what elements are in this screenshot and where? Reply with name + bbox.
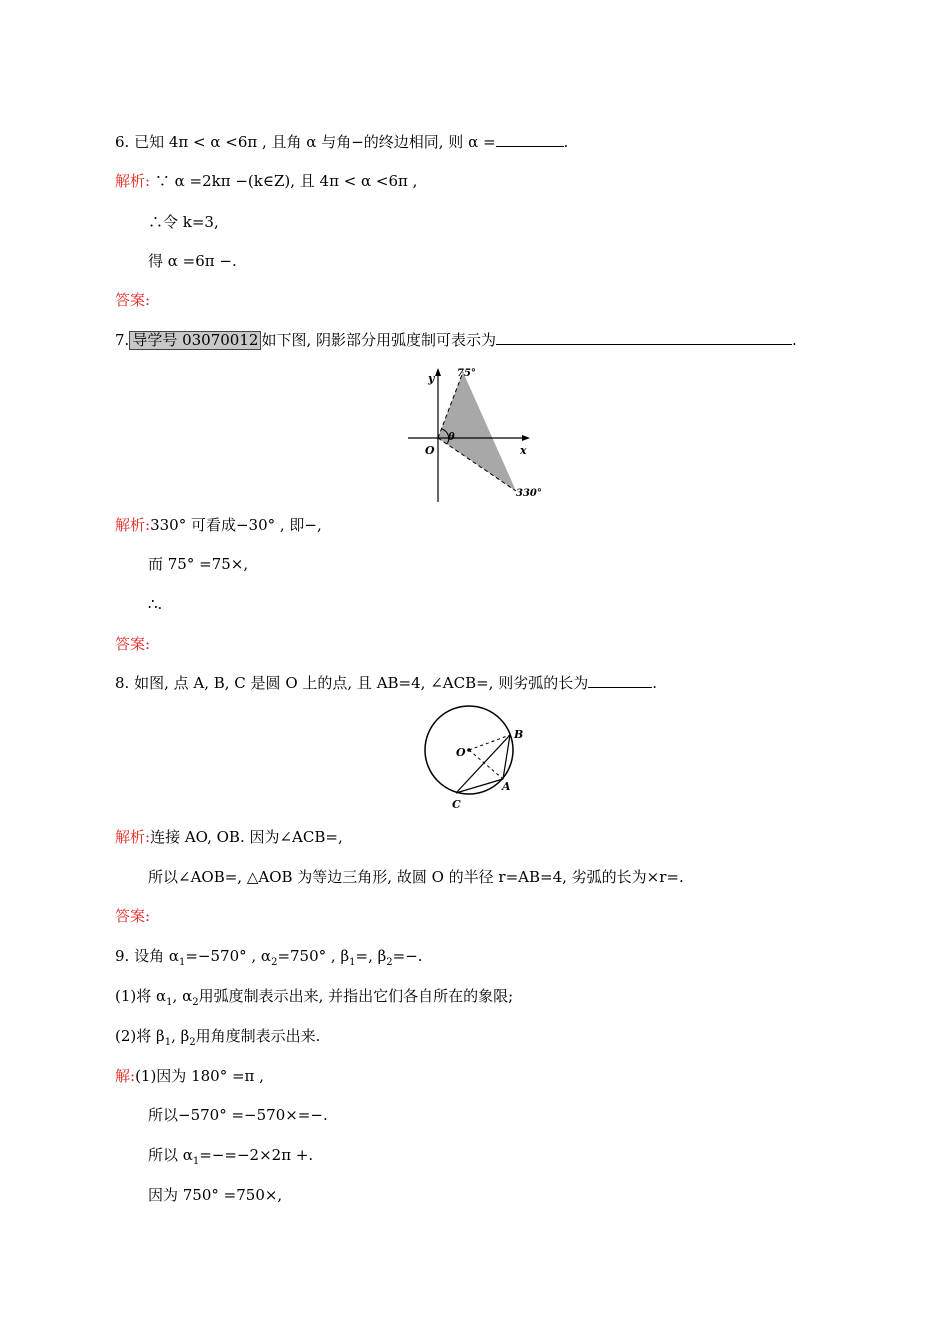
q9-stem-b: =−570° , α (185, 947, 272, 965)
q9-solution-line-1 (115, 1066, 264, 1086)
q6-solution-line-1 (115, 171, 417, 191)
q8-label-b: B (514, 728, 524, 741)
q9-stem-d: =, β (355, 947, 387, 965)
q7-label-330: 330° (516, 488, 542, 499)
q9-stem-a: 9. 设角 α (115, 947, 179, 965)
q7-solution-label: 解析: (115, 516, 151, 534)
q6-solution-label: 解析: (115, 172, 151, 190)
q7-figure (400, 362, 560, 507)
q9-solution-3b: =−=−2×2π +. (199, 1146, 314, 1164)
q7-solution-line-1 (115, 515, 322, 535)
q8-radius-ob (469, 735, 510, 750)
q6-solution-text-1: ∵ α =2kπ −(k∈Z), 且 4π < α <6π , (154, 172, 418, 190)
q7-stem-end: . (791, 331, 797, 349)
q6-answer-label: 答案: (115, 291, 151, 309)
q9-part-2-a: (2)将 β (115, 1027, 165, 1045)
q9-part-1-a: (1)将 α (115, 987, 167, 1005)
q8-label-a: A (502, 780, 511, 793)
q7-label-75: 75° (457, 368, 476, 379)
q9-part-2-sub-2: 2 (189, 1037, 196, 1048)
q7-answer-label: 答案: (115, 635, 151, 653)
q9-part-1-sub-2: 2 (192, 997, 199, 1008)
q8-radius-oa (469, 750, 503, 779)
q8-answer-label: 答案: (115, 907, 151, 925)
q9-stem (115, 946, 423, 973)
q7-label-theta: θ (448, 432, 455, 443)
q8-stem (115, 673, 657, 693)
q7-answer-blank[interactable] (496, 330, 792, 345)
q6-solution-line-3: 得 α =6π −. (148, 252, 237, 270)
q9-sub-3: 1 (349, 957, 356, 968)
q9-solution-line-2: 所以−570° =−570×=−. (148, 1106, 328, 1124)
q8-solution-line-2: 所以∠AOB=, △AOB 为等边三角形, 故圆 O 的半径 r=AB=4, 劣弧的长为×r=. (148, 868, 684, 886)
q9-part-2-sub-1: 1 (164, 1037, 172, 1048)
q9-stem-c: =750° , β (277, 947, 350, 965)
q7-label-y: y (428, 372, 435, 385)
q9-solution-sub-1: 1 (192, 1156, 200, 1167)
q8-answer-blank[interactable] (588, 673, 652, 688)
q7-stem-text: 如下图, 阴影部分用弧度制可表示为 (261, 331, 496, 349)
q6-stem (115, 132, 568, 152)
q7-label-x: x (520, 444, 527, 457)
q6-answer-blank[interactable] (496, 132, 564, 147)
q9-part-1-sub-1: 1 (166, 997, 173, 1008)
q7-label-o: O (425, 444, 435, 457)
q8-stem-end: . (652, 674, 657, 692)
q9-part-2 (115, 1026, 320, 1053)
q9-solution-label: 解: (115, 1067, 136, 1085)
q9-solution-line-3 (148, 1145, 313, 1172)
q7-stem (115, 330, 797, 350)
q9-sub-1: 1 (178, 957, 186, 968)
q9-part-1 (115, 986, 513, 1013)
q8-stem-text: 8. 如图, 点 A, B, C 是圆 O 上的点, 且 AB=4, ∠ACB=, 则劣弧的长为 (115, 674, 589, 692)
q8-solution-text-1: 连接 AO, OB. 因为∠ACB=, (150, 828, 343, 846)
q7-solution-text-1: 330° 可看成−30° , 即−, (150, 516, 322, 534)
q8-solution-line-1 (115, 827, 343, 847)
q9-sub-2: 2 (271, 957, 278, 968)
q7-solution-line-2: 而 75° =75×, (148, 555, 249, 573)
q8-label-o: O (456, 746, 466, 759)
q6-solution-line-2: ∴令 k=3, (148, 213, 219, 231)
q8-figure (418, 702, 538, 816)
q8-label-c: C (452, 798, 461, 811)
q6-stem-end: . (563, 133, 569, 151)
q7-guide-tag[interactable]: 导学号 03070012 (129, 331, 261, 350)
q9-part-2-c: 用角度制表示出来. (195, 1027, 321, 1045)
q9-part-1-b: , α (172, 987, 193, 1005)
q7-x-arrow (522, 435, 530, 441)
q9-solution-line-4: 因为 750° =750×, (148, 1186, 283, 1204)
q9-part-2-b: , β (171, 1027, 190, 1045)
q7-number: 7. (115, 331, 130, 349)
q7-y-arrow (435, 368, 441, 376)
q9-stem-e: =−. (392, 947, 423, 965)
q6-stem-text: 6. 已知 4π < α <6π , 且角 α 与角−的终边相同, 则 α = (115, 133, 496, 151)
q9-part-1-c: 用弧度制表示出来, 并指出它们各自所在的象限; (198, 987, 514, 1005)
q9-sub-4: 2 (386, 957, 393, 968)
q9-solution-text-1: (1)因为 180° =π , (135, 1067, 264, 1085)
q7-solution-line-3: ∴. (148, 595, 163, 613)
q8-solution-label: 解析: (115, 828, 151, 846)
q9-solution-3a: 所以 α (148, 1146, 193, 1164)
q8-center-dot (467, 748, 471, 752)
